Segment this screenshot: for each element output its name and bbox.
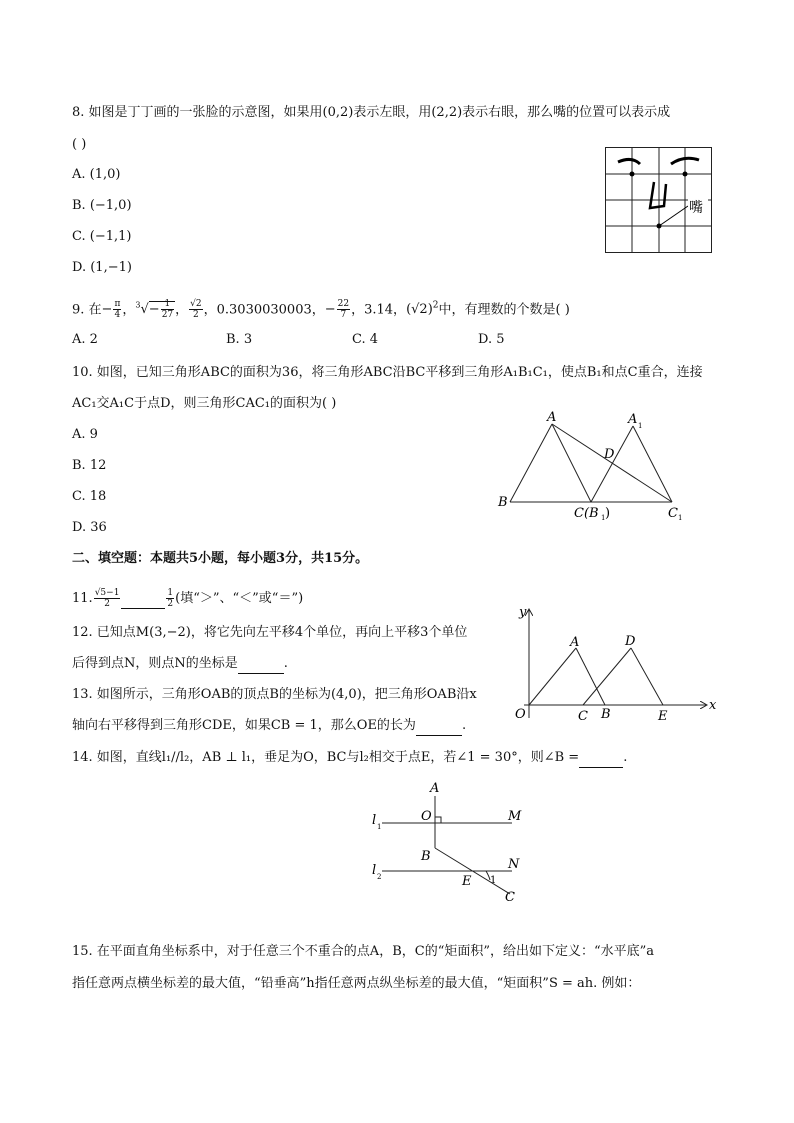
segment-ac xyxy=(552,424,591,502)
q13-coordinate-figure xyxy=(506,600,720,726)
label-a1: A xyxy=(628,412,638,427)
right-eye xyxy=(683,172,688,177)
q8-option-a[interactable]: A. (1,0) xyxy=(72,167,121,182)
label-d: D xyxy=(604,447,615,462)
label-c: C xyxy=(505,890,515,905)
q9-neg-22-over-7: − $\frac{22}{7}$ xyxy=(324,299,350,321)
segment-ab xyxy=(510,424,552,502)
q10-triangle-figure xyxy=(490,408,700,526)
mouth-pointer-line xyxy=(659,206,688,226)
label-c-b1-sub: 1 xyxy=(601,514,606,522)
q14-parallel-lines-figure xyxy=(364,778,534,906)
label-l2: l xyxy=(372,863,377,878)
q10-option-a[interactable]: A. 9 xyxy=(72,427,98,442)
label-n: N xyxy=(508,857,520,872)
q9-items-tail: ，0.3030030003， xyxy=(203,302,325,318)
label-l1-sub: 1 xyxy=(377,823,382,831)
label-c1-sub: 1 xyxy=(678,514,683,522)
segment-oa xyxy=(529,648,576,705)
label-b: B xyxy=(601,707,611,722)
q14-stem xyxy=(72,749,627,768)
q9-stem: 9. 在− $\frac{\pi}{4}$ ，$^3$√− $\frac{1}{27}$ ， $\frac{√2}{2}$ ，0.3030030003，− $\frac{22}{7}$ ，3.14，$(√2)^2$中，有理数的个数是( ) xyxy=(72,299,570,321)
label-d: D xyxy=(625,634,636,649)
segment-a1c1 xyxy=(633,426,672,502)
q9-sqrt2-squared: $(√2)^2$ xyxy=(406,301,439,318)
q9-option-c[interactable]: C. 4 xyxy=(352,332,379,347)
label-a: A xyxy=(570,635,580,650)
q10-option-d[interactable]: D. 36 xyxy=(72,520,107,535)
label-l2-sub: 2 xyxy=(377,873,382,881)
q9-end: 中，有理数的个数是( ) xyxy=(438,302,570,318)
label-c-b1: C(B xyxy=(574,506,599,521)
q9-sqrt2-over-2: $\frac{√2}{2}$ xyxy=(190,299,202,321)
label-c1: C xyxy=(668,506,678,521)
label-c-b1-close: ) xyxy=(605,506,611,521)
q9-lead: 9. 在 xyxy=(72,302,102,318)
q11-frac2-num: 1 xyxy=(167,588,174,598)
q8-option-d[interactable]: D. (1,−1) xyxy=(72,260,132,275)
label-e: E xyxy=(658,709,668,724)
segment-de xyxy=(631,648,663,705)
label-angle-1: 1 xyxy=(490,875,497,886)
q11-frac1-den: 2 xyxy=(104,599,110,609)
label-x: x xyxy=(709,698,717,713)
q11-frac1 xyxy=(94,588,121,609)
q13-line2-wrap xyxy=(72,717,466,736)
q12-answer-blank[interactable] xyxy=(238,655,284,674)
q14-end: . xyxy=(623,750,628,765)
q12-line2: 后得到点N，则点N的坐标是 xyxy=(72,656,238,671)
q15-line1: 15. 在平面直角坐标系中，对于任意三个不重合的点A，B，C的“矩面积”，给出如下定义：“水平底”a xyxy=(72,944,655,959)
q13-line1: 13. 如图所示，三角形OAB的顶点B的坐标为(4,0)，把三角形OAB沿x xyxy=(72,687,477,702)
q11-lead: 11. xyxy=(72,591,93,606)
label-b: B xyxy=(498,495,508,510)
label-y: y xyxy=(519,605,527,620)
q11-frac2 xyxy=(166,588,174,609)
q9-cbrt: $^3$√− $\frac{1}{27}$ xyxy=(135,299,174,321)
q11-frac1-num: √5−1 xyxy=(94,588,120,598)
q10-line2: AC₁交A₁C于点D，则三角形CAC₁的面积为( ) xyxy=(72,396,337,411)
q9-option-a[interactable]: A. 2 xyxy=(72,332,98,347)
q8-option-b[interactable]: B. (−1,0) xyxy=(72,198,132,213)
label-o: O xyxy=(515,707,526,722)
q8-option-c[interactable]: C. (−1,1) xyxy=(72,229,132,244)
q13-answer-blank[interactable] xyxy=(416,717,462,736)
segment-ca1 xyxy=(591,426,633,502)
q9-option-b[interactable]: B. 3 xyxy=(226,332,253,347)
label-l1: l xyxy=(372,813,377,828)
q12-end: . xyxy=(283,656,288,671)
label-o: O xyxy=(421,809,432,824)
q9-mid: ，3.14， xyxy=(351,302,407,318)
mouth-label: 嘴 xyxy=(689,200,703,216)
label-a1-sub: 1 xyxy=(638,422,643,430)
q13-end: . xyxy=(461,718,467,733)
q8-paren: ( ) xyxy=(72,137,87,152)
q11-frac2-den: 2 xyxy=(167,599,174,609)
label-m: M xyxy=(508,809,522,824)
right-angle-mark xyxy=(435,817,441,823)
q12-line1: 12. 已知点M(3,−2)，将它先向左平移4个单位，再向上平移3个单位 xyxy=(72,625,468,640)
label-a: A xyxy=(547,410,557,425)
q8-stem: 8. 如图是丁丁画的一张脸的示意图，如果用(0,2)表示左眼，用(2,2)表示右眼，那么嘴的位置可以表示成 xyxy=(72,105,671,120)
q11-stem xyxy=(72,588,303,609)
q9-neg-pi-over-4: − $\frac{\pi}{4}$ xyxy=(101,299,121,321)
label-a: A xyxy=(430,781,440,796)
q14-text: 14. 如图，直线l₁//l₂，AB ⊥ l₁，垂足为O，BC与l₂相交于点E，若∠1 = 30°，则∠B = xyxy=(72,750,580,765)
label-b: B xyxy=(421,849,431,864)
q10-option-c[interactable]: C. 18 xyxy=(72,489,107,504)
q10-option-b[interactable]: B. 12 xyxy=(72,458,107,473)
label-e: E xyxy=(462,874,472,889)
left-eye xyxy=(630,172,635,177)
left-eyebrow xyxy=(618,159,640,164)
q8-face-grid-figure xyxy=(604,146,716,256)
label-c: C xyxy=(578,709,588,724)
q11-hint: (填“＞”、“＜”或“＝”) xyxy=(175,591,304,606)
q14-answer-blank[interactable] xyxy=(579,749,623,768)
q10-line1: 10. 如图，已知三角形ABC的面积为36，将三角形ABC沿BC平移到三角形A₁B₁C₁，使点B₁和点C重合，连接 xyxy=(72,365,703,380)
q13-line2: 轴向右平移得到三角形CDE，如果CB = 1，那么OE的长为 xyxy=(72,718,416,733)
q15-line2: 指任意两点横坐标差的最大值，“铅垂高”h指任意两点纵坐标差的最大值，“矩面积”S = ah. 例如： xyxy=(72,976,641,991)
q12-line2-wrap xyxy=(72,655,288,674)
nose xyxy=(650,182,666,208)
q11-answer-blank[interactable] xyxy=(121,590,165,609)
section-2-heading: 二、填空题：本题共5小题，每小题3分，共15分。 xyxy=(72,551,369,566)
q9-option-d[interactable]: D. 5 xyxy=(478,332,505,347)
